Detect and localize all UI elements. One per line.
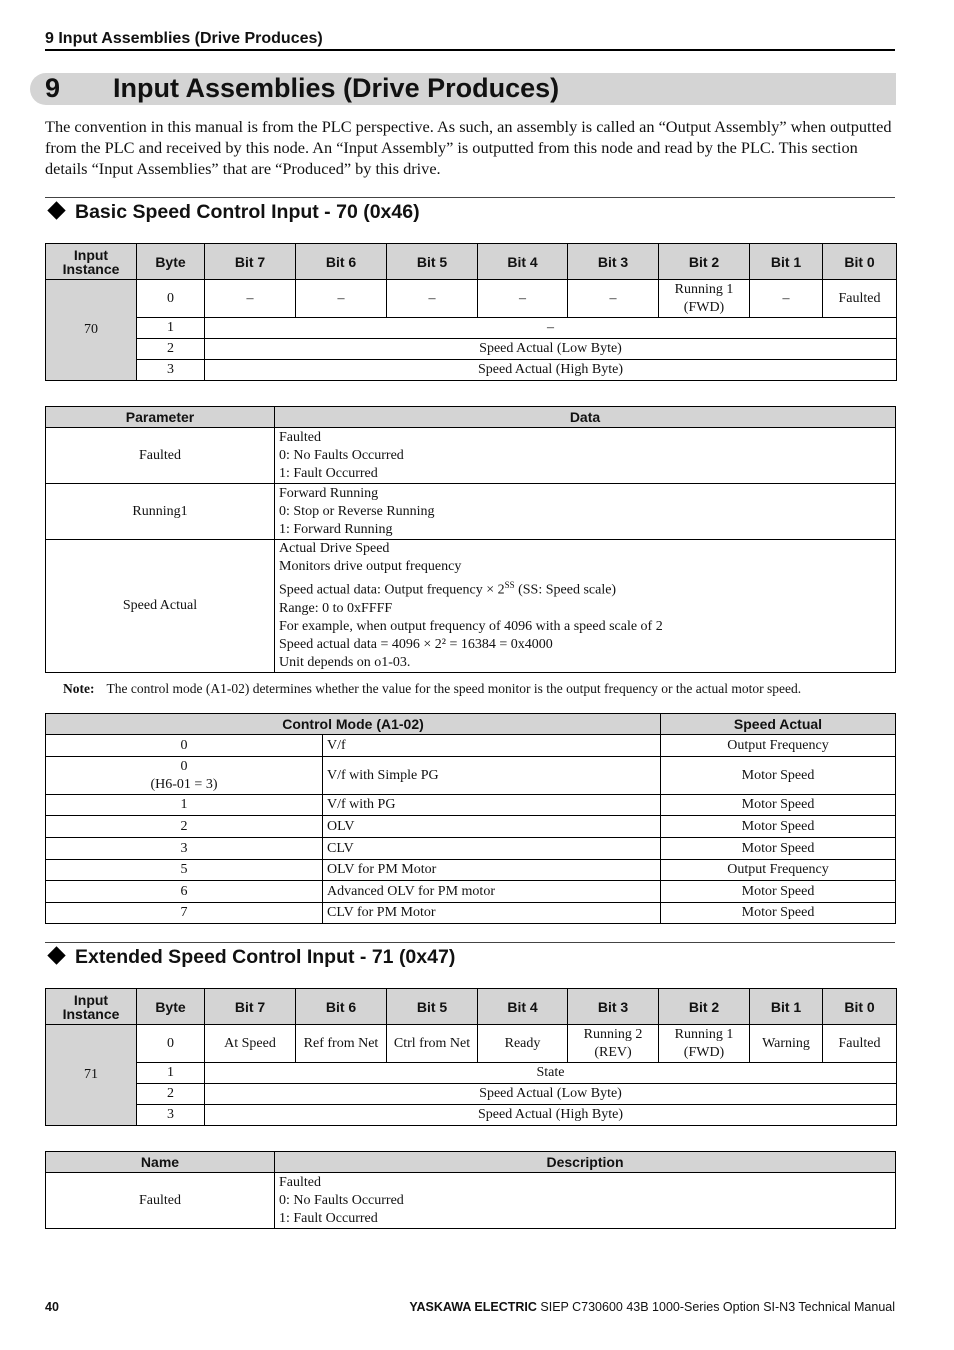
mode-code: 2 (46, 816, 323, 838)
chapter-title: Input Assemblies (Drive Produces) (113, 73, 560, 103)
bit-cell: – (478, 280, 568, 318)
running-head: 9 Input Assemblies (Drive Produces) (45, 30, 323, 47)
header-byte: Byte (137, 989, 205, 1025)
header-bit-0: Bit 0 (823, 244, 897, 280)
mode-name: V/f with Simple PG (323, 757, 661, 795)
bit-cell: Ctrl from Net (387, 1025, 478, 1063)
table-row (46, 1105, 897, 1126)
mode-speed: Motor Speed (661, 816, 896, 838)
footer-doc-title: SIEP C730600 43B 1000-Series Option SI-N3 Technical Manual (536, 1300, 895, 1314)
chapter-number: 9 (45, 73, 61, 103)
bit-cell: – (296, 280, 387, 318)
footer-doc (409, 1300, 895, 1314)
table-row (46, 1173, 896, 1229)
diamond-bullet-icon (47, 946, 65, 964)
table-row (46, 1063, 897, 1084)
description-table (45, 1151, 896, 1229)
note-text: The control mode (A1-02) determines whether the value for the speed monitor is the output frequency or the actual motor speed. (106, 681, 802, 696)
param-name: Faulted (46, 1173, 275, 1229)
header-byte: Byte (137, 244, 205, 280)
bit-cell: Warning (750, 1025, 823, 1063)
data-line: Forward Running (279, 485, 379, 501)
data-line: Range: 0 to 0xFFFF (279, 600, 393, 616)
bit-cell: Ready (478, 1025, 568, 1063)
byte-cell: 2 (137, 1084, 205, 1105)
data-line: Speed actual data: Output frequency × $2^{SS}$ (SS: Speed scale) (279, 580, 617, 598)
instance-cell: 70 (46, 280, 137, 381)
diamond-bullet-icon (47, 201, 65, 219)
param-name: Running1 (46, 484, 275, 540)
header-bit-1: Bit 1 (750, 244, 823, 280)
byte-cell: 0 (137, 280, 205, 318)
mode-speed: Motor Speed (661, 838, 896, 860)
header-rule (45, 49, 895, 51)
header-control-mode: Control Mode (A1-02) (46, 714, 661, 735)
mode-code: 0 (46, 735, 323, 757)
header-bit-5: Bit 5 (387, 989, 478, 1025)
table-row (46, 860, 896, 881)
header-input-instance: Input Instance (46, 989, 137, 1025)
bit-cell: At Speed (205, 1025, 296, 1063)
mode-speed: Motor Speed (661, 757, 896, 795)
table-row (46, 428, 896, 484)
span-cell: Speed Actual (Low Byte) (205, 1084, 897, 1105)
byte-cell: 1 (137, 318, 205, 339)
mode-code: 5 (46, 860, 323, 881)
section-heading-basic (50, 200, 420, 224)
mode-speed: Output Frequency (661, 860, 896, 881)
bit-cell: Faulted (823, 1025, 897, 1063)
section-heading-extended (50, 945, 455, 969)
table-row (46, 795, 896, 816)
table-row (46, 540, 896, 673)
note (63, 681, 801, 697)
bit-cell: Faulted (823, 280, 897, 318)
byte-cell: 3 (137, 1105, 205, 1126)
section-rule (45, 197, 895, 198)
header-description: Description (275, 1152, 896, 1173)
mode-name: CLV (323, 838, 661, 860)
byte-cell: 0 (137, 1025, 205, 1063)
header-bit-6: Bit 6 (296, 989, 387, 1025)
note-label: Note: (63, 681, 95, 696)
page-number: 40 (45, 1300, 59, 1314)
mode-speed: Motor Speed (661, 903, 896, 924)
span-cell: Speed Actual (Low Byte) (205, 339, 897, 360)
table-row (46, 484, 896, 540)
data-line: Unit depends on o1-03. (279, 654, 411, 670)
superscript: SS (504, 580, 515, 590)
header-parameter: Parameter (46, 407, 275, 428)
span-cell: – (205, 318, 897, 339)
data-line: For example, when output frequency of 4096 with a speed scale of 2 (279, 618, 663, 634)
table-row (46, 360, 897, 381)
table-row (46, 903, 896, 924)
mode-name: CLV for PM Motor (323, 903, 661, 924)
param-name: Faulted (46, 428, 275, 484)
parameter-table (45, 406, 896, 673)
span-cell: Speed Actual (High Byte) (205, 360, 897, 381)
bit-cell: Ref from Net (296, 1025, 387, 1063)
bit-cell: – (568, 280, 659, 318)
param-data (275, 484, 896, 540)
mode-code: 1 (46, 795, 323, 816)
mode-speed: Output Frequency (661, 735, 896, 757)
table-row (46, 838, 896, 860)
table-row (46, 1025, 897, 1063)
param-data (275, 428, 896, 484)
mode-name: OLV for PM Motor (323, 860, 661, 881)
header-bit-2: Bit 2 (659, 989, 750, 1025)
header-bit-6: Bit 6 (296, 244, 387, 280)
intro-paragraph: The convention in this manual is from the PLC perspective. As such, an assembly is called an “Output Assembly” when outputted from the PLC and received by this node. An “Input Assembly” is outputted from this node and read by the PLC. This section details “Input Assemblies” that are “Produced” by this drive. (45, 117, 892, 178)
data-line: Speed actual data = 4096 × 2² = 16384 = 0x4000 (279, 636, 553, 652)
param-name: Speed Actual (46, 540, 275, 673)
param-data (275, 1173, 896, 1229)
data-line: Faulted (279, 429, 321, 445)
control-mode-table (45, 713, 896, 924)
span-cell: Speed Actual (High Byte) (205, 1105, 897, 1126)
header-bit-4: Bit 4 (478, 244, 568, 280)
data-line: 0: No Faults Occurred (279, 1192, 404, 1208)
section-title: Extended Speed Control Input - 71 (0x47) (75, 946, 456, 968)
bit-cell: – (205, 280, 296, 318)
mode-code: 6 (46, 881, 323, 903)
mode-name: V/f (323, 735, 661, 757)
mode-name: OLV (323, 816, 661, 838)
mode-speed: Motor Speed (661, 795, 896, 816)
data-line: 1: Fault Occurred (279, 1210, 378, 1226)
bit-cell: – (387, 280, 478, 318)
data-line: Actual Drive Speed (279, 541, 390, 556)
header-input-instance: Input Instance (46, 244, 137, 280)
span-cell: State (205, 1063, 897, 1084)
table-row (46, 881, 896, 903)
table-row (46, 735, 896, 757)
mode-code: 3 (46, 838, 323, 860)
bit-cell: – (750, 280, 823, 318)
table-row (46, 1084, 897, 1105)
header-bit-3: Bit 3 (568, 989, 659, 1025)
bit-cell: Running 1 (FWD) (659, 280, 750, 318)
byte-cell: 1 (137, 1063, 205, 1084)
header-bit-2: Bit 2 (659, 244, 750, 280)
mode-speed: Motor Speed (661, 881, 896, 903)
section-title: Basic Speed Control Input - 70 (0x46) (75, 201, 420, 223)
bit-table-70 (45, 243, 897, 381)
header-name: Name (46, 1152, 275, 1173)
bit-cell: Running 1 (FWD) (659, 1025, 750, 1063)
table-row (46, 280, 897, 318)
bit-table-71 (45, 988, 897, 1126)
param-data (275, 540, 896, 673)
table-row (46, 339, 897, 360)
footer-brand: YASKAWA ELECTRIC (409, 1300, 537, 1314)
header-bit-4: Bit 4 (478, 989, 568, 1025)
data-line: 0: No Faults Occurred (279, 447, 404, 463)
mode-name: V/f with PG (323, 795, 661, 816)
header-bit-3: Bit 3 (568, 244, 659, 280)
section-rule (45, 942, 895, 943)
header-bit-0: Bit 0 (823, 989, 897, 1025)
header-bit-7: Bit 7 (205, 244, 296, 280)
byte-cell: 3 (137, 360, 205, 381)
header-speed-actual: Speed Actual (661, 714, 896, 735)
instance-cell: 71 (46, 1025, 137, 1126)
header-bit-5: Bit 5 (387, 244, 478, 280)
table-row (46, 757, 896, 795)
table-row (46, 318, 897, 339)
bit-cell: Running 2 (REV) (568, 1025, 659, 1063)
mode-code-sub: (H6-01 = 3) (150, 776, 218, 792)
header-bit-1: Bit 1 (750, 989, 823, 1025)
data-line: 1: Forward Running (279, 521, 393, 537)
data-line: Faulted (279, 1174, 321, 1190)
data-line: 0: Stop or Reverse Running (279, 503, 435, 519)
mode-code: 7 (46, 903, 323, 924)
mode-code-line: 0 (180, 758, 188, 774)
mode-name: Advanced OLV for PM motor (323, 881, 661, 903)
mode-code (46, 757, 323, 795)
table-row (46, 816, 896, 838)
data-line: 1: Fault Occurred (279, 465, 378, 481)
data-line: Monitors drive output frequency (279, 559, 462, 574)
header-data: Data (275, 407, 896, 428)
header-bit-7: Bit 7 (205, 989, 296, 1025)
byte-cell: 2 (137, 339, 205, 360)
